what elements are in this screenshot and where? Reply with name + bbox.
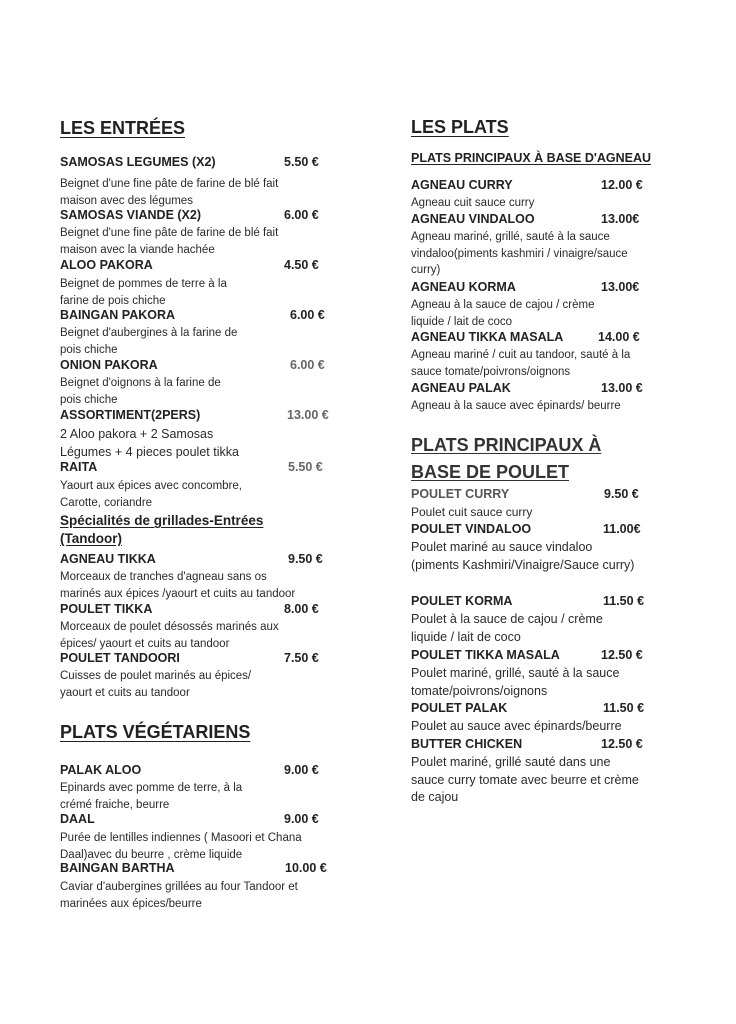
item-description: Cuisses de poulet marinés au épices/ yaourt et cuits au tandoor — [60, 670, 252, 699]
item-description: Morceaux de tranches d'agneau sans os marinés aux épices /yaourt et cuits au tandoor — [60, 571, 296, 600]
menu-item — [60, 258, 350, 309]
menu-item — [411, 487, 661, 522]
menu-item — [60, 408, 350, 461]
item-name: POULET CURRY — [411, 487, 510, 501]
item-name: POULET TIKKA MASALA — [411, 648, 560, 662]
section-title-vegetariens: PLATS VÉGÉTARIENS — [60, 722, 251, 742]
item-description: Poulet à la sauce de cajou / crème liquide / lait de coco — [411, 612, 603, 644]
item-price: 9.50 € — [604, 487, 639, 501]
menu-item — [60, 208, 350, 258]
item-name: AGNEAU KORMA — [411, 280, 516, 294]
item-name: SAMOSAS LEGUMES (X2) — [60, 155, 216, 169]
menu-item — [411, 648, 661, 700]
menu-item — [60, 552, 350, 602]
item-name: ASSORTIMENT(2PERS) — [60, 408, 201, 422]
item-name: DAAL — [60, 812, 95, 826]
item-price: 10.00 € — [285, 861, 327, 875]
item-price: 11.50 € — [603, 701, 645, 715]
item-description: Purée de lentilles indiennes ( Masoori et Chana Daal)avec du beurre , crème liquide — [60, 832, 302, 861]
item-name: ONION PAKORA — [60, 358, 158, 372]
item-price: 11.00€ — [603, 522, 641, 536]
item-name: AGNEAU TIKKA MASALA — [411, 330, 564, 344]
item-price: 12.50 € — [601, 648, 643, 662]
item-price: 5.50 € — [284, 155, 319, 169]
item-price: 13.00 € — [601, 381, 643, 395]
section-title-entrees: LES ENTRÉES — [60, 118, 186, 138]
item-description: Agneau mariné / cuit au tandoor, sauté à la sauce tomate/poivrons/oignons — [411, 349, 631, 378]
menu-item — [60, 763, 350, 813]
item-name: RAITA — [60, 460, 98, 474]
menu-item — [411, 212, 661, 279]
item-description: Poulet cuit sauce curry — [411, 505, 533, 519]
section-title-grillades: Spécialités de grillades-Entrées (Tandoor) — [60, 513, 264, 546]
item-price: 13.00€ — [601, 280, 640, 294]
menu-item — [60, 861, 350, 912]
item-price: 6.00 € — [290, 358, 325, 372]
item-name: POULET TIKKA — [60, 602, 153, 616]
item-description: Beignet d'une fine pâte de farine de blé fait maison avec des légumes — [60, 178, 279, 207]
item-name: AGNEAU PALAK — [411, 381, 511, 395]
item-description: Agneau mariné, grillé, sauté à la sauce vindaloo(piments kashmiri / vinaigre/sauce curry) — [411, 231, 628, 276]
menu-item — [60, 358, 350, 408]
item-description: Beignet d'aubergines à la farine de pois chiche — [60, 327, 238, 356]
item-description: Morceaux de poulet désossés marinés aux épices/ yaourt et cuits au tandoor — [60, 621, 279, 650]
item-description: Poulet mariné, grillé sauté dans une sauce curry tomate avec beurre et crème de cajou — [411, 755, 639, 804]
menu-item — [411, 178, 661, 212]
item-name: BAINGAN PAKORA — [60, 308, 176, 322]
item-price: 6.00 € — [284, 208, 319, 222]
item-name: AGNEAU CURRY — [411, 178, 513, 192]
menu-item — [60, 602, 350, 652]
item-description: Yaourt aux épices avec concombre, Carotte, coriandre — [60, 480, 242, 509]
item-price: 6.00 € — [290, 308, 325, 322]
item-price: 14.00 € — [598, 330, 640, 344]
item-name: POULET PALAK — [411, 701, 508, 715]
menu-item — [411, 737, 661, 807]
item-price: 9.00 € — [284, 812, 319, 826]
item-name: BUTTER CHICKEN — [411, 737, 523, 751]
item-description: Beignet de pommes de terre à la farine de pois chiche — [60, 278, 227, 307]
menu-item — [60, 812, 350, 863]
menu-item — [411, 381, 661, 415]
item-description: Epinards avec pomme de terre, à la crémé fraiche, beurre — [60, 782, 243, 811]
menu-item — [60, 651, 350, 701]
menu-item — [411, 701, 661, 736]
item-description: Poulet au sauce avec épinards/beurre — [411, 719, 622, 733]
item-description: Poulet mariné, grillé, sauté à la sauce tomate/poivrons/oignons — [411, 666, 620, 698]
menu-item — [411, 330, 661, 380]
item-name: POULET TANDOORI — [60, 651, 180, 665]
item-price: 8.00 € — [284, 602, 319, 616]
item-description: Poulet mariné au sauce vindaloo (piments Kashmiri/Vinaigre/Sauce curry) — [411, 540, 635, 572]
item-price: 9.00 € — [284, 763, 319, 777]
item-name: POULET KORMA — [411, 594, 513, 608]
item-price: 12.00 € — [601, 178, 643, 192]
item-name: ALOO PAKORA — [60, 258, 153, 272]
item-description: Agneau à la sauce avec épinards/ beurre — [411, 400, 621, 412]
item-price: 12.50 € — [601, 737, 643, 751]
item-price: 11.50 € — [603, 594, 645, 608]
item-description: Agneau à la sauce de cajou / crème liquide / lait de coco — [411, 299, 595, 328]
menu-item — [60, 308, 350, 358]
item-price: 13.00 € — [287, 408, 329, 422]
menu-item — [60, 155, 350, 209]
item-name: SAMOSAS VIANDE (X2) — [60, 208, 201, 222]
item-name: AGNEAU VINDALOO — [411, 212, 535, 226]
item-description: Agneau cuit sauce curry — [411, 197, 535, 209]
item-name: POULET VINDALOO — [411, 522, 532, 536]
section-title-poulet: PLATS PRINCIPAUX À BASE DE POULET — [411, 435, 602, 482]
item-description: Beignet d'oignons à la farine de pois chiche — [60, 377, 221, 406]
item-price: 9.50 € — [288, 552, 323, 566]
item-description: Beignet d'une fine pâte de farine de blé fait maison avec la viande hachée — [60, 227, 279, 256]
item-name: AGNEAU TIKKA — [60, 552, 156, 566]
item-description: Caviar d'aubergines grillées au four Tandoor et marinées aux épices/beurre — [60, 881, 298, 910]
menu-item — [411, 280, 661, 330]
item-name: BAINGAN BARTHA — [60, 861, 175, 875]
menu-item — [60, 460, 350, 511]
item-price: 5.50 € — [288, 460, 323, 474]
item-name: PALAK ALOO — [60, 763, 142, 777]
item-price: 7.50 € — [284, 651, 319, 665]
item-price: 13.00€ — [601, 212, 640, 226]
menu-item — [411, 522, 661, 574]
menu-item — [411, 594, 661, 646]
item-description: 2 Aloo pakora + 2 Samosas Légumes + 4 pieces poulet tikka — [60, 427, 239, 459]
section-title-plats: LES PLATS — [411, 117, 509, 137]
section-title-agneau: PLATS PRINCIPAUX À BASE D'AGNEAU — [411, 151, 652, 165]
item-price: 4.50 € — [284, 258, 319, 272]
